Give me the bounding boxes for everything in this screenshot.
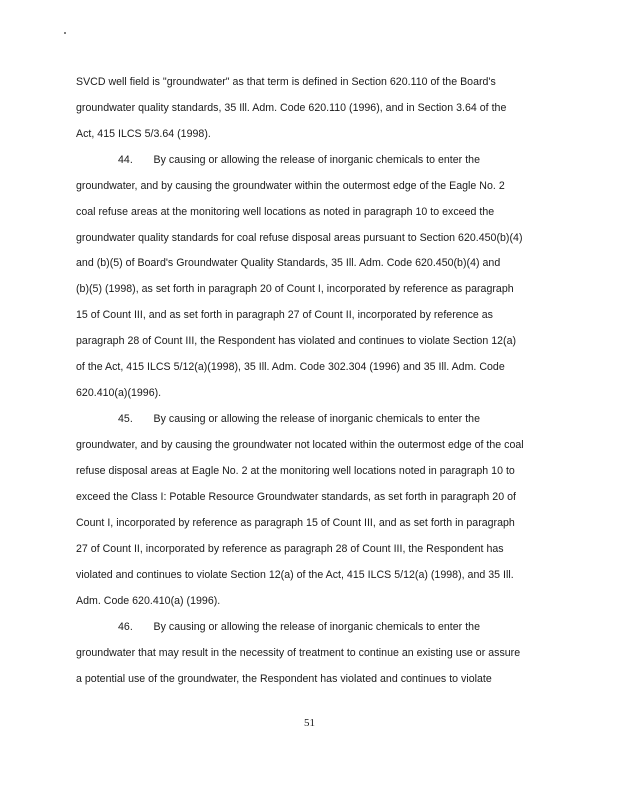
text-line: (b)(5) (1998), as set forth in paragraph 20 of Count I, incorporated by reference as paragraph (76, 283, 514, 295)
text-line: a potential use of the groundwater, the Respondent has violated and continues to violate (76, 673, 492, 685)
paragraph-45-start: 45. By causing or allowing the release of inorganic chemicals to enter the (118, 413, 480, 425)
text-line: 620.410(a)(1996). (76, 387, 162, 399)
text-line: and (b)(5) of Board's Groundwater Quality Standards, 35 Ill. Adm. Code 620.450(b)(4) and (76, 257, 501, 269)
text-line: groundwater, and by causing the groundwater not located within the outermost edge of the coal (76, 439, 524, 451)
text-line: exceed the Class I: Potable Resource Groundwater standards, as set forth in paragraph 20 of (76, 491, 516, 503)
text-line: refuse disposal areas at Eagle No. 2 at the monitoring well locations noted in paragraph 10 to (76, 465, 515, 477)
text-line: 15 of Count III, and as set forth in paragraph 27 of Count II, incorporated by reference as (76, 309, 493, 321)
text-line: Count I, incorporated by reference as paragraph 15 of Count III, and as set forth in paragraph (76, 517, 515, 529)
paragraph-46-start: 46. By causing or allowing the release of inorganic chemicals to enter the (118, 621, 480, 633)
text-line: groundwater quality standards for coal refuse disposal areas pursuant to Section 620.450(b)(4) (76, 232, 523, 244)
text-line: 27 of Count II, incorporated by reference as paragraph 28 of Count III, the Respondent has (76, 543, 504, 555)
text-line: of the Act, 415 ILCS 5/12(a)(1998), 35 Ill. Adm. Code 302.304 (1996) and 35 Ill. Adm. Code (76, 361, 505, 373)
text-line: groundwater, and by causing the groundwater within the outermost edge of the Eagle No. 2 (76, 180, 505, 192)
text-line: groundwater quality standards, 35 Ill. Adm. Code 620.110 (1996), and in Section 3.64 of the (76, 102, 507, 114)
text-line: coal refuse areas at the monitoring well locations as noted in paragraph 10 to exceed the (76, 206, 495, 218)
scan-speck (64, 32, 66, 34)
text-line: SVCD well field is "groundwater" as that term is defined in Section 620.110 of the Board's (76, 76, 496, 88)
text-line: Adm. Code 620.410(a) (1996). (76, 595, 221, 607)
page-number: 51 (304, 717, 315, 729)
text-line: violated and continues to violate Section 12(a) of the Act, 415 ILCS 5/12(a) (1998), and 35 Ill. (76, 569, 514, 581)
text-line: groundwater that may result in the necessity of treatment to continue an existing use or assure (76, 647, 521, 659)
text-line: Act, 415 ILCS 5/3.64 (1998). (76, 128, 211, 140)
paragraph-44-start: 44. By causing or allowing the release of inorganic chemicals to enter the (118, 154, 480, 166)
text-line: paragraph 28 of Count III, the Respondent has violated and continues to violate Section 12(a) (76, 335, 517, 347)
